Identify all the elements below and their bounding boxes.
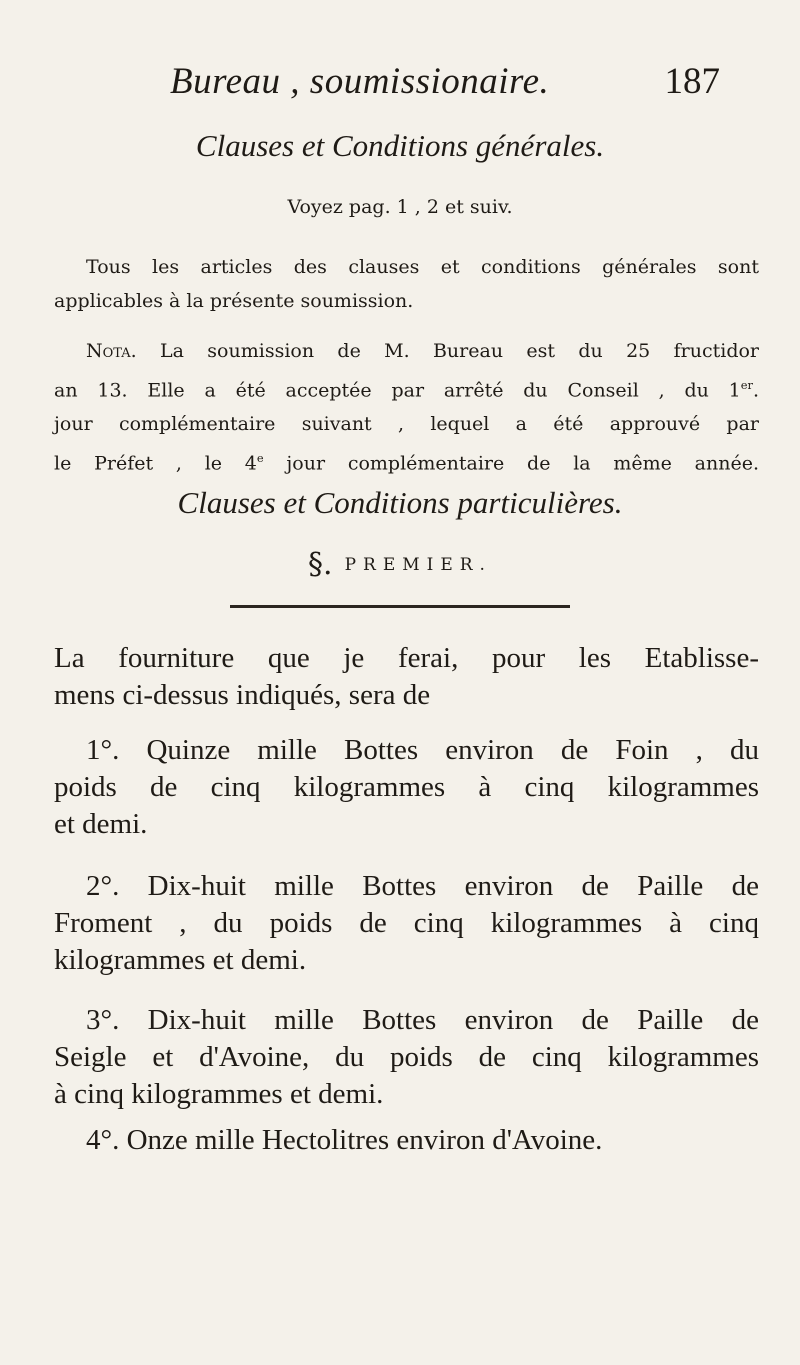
body-line: 3°. Dix-huit mille Bottes environ de Paille de	[86, 1004, 759, 1036]
nota-line: le Préfet , le 4e jour complémentaire de la même année.	[54, 451, 759, 475]
body-line: poids de cinq kilogrammes à cinq kilogrammes	[54, 771, 759, 803]
divider-rule	[230, 605, 570, 608]
body-line: Froment , du poids de cinq kilogrammes à cinq	[54, 907, 759, 939]
body-line: 2°. Dix-huit mille Bottes environ de Paille de	[86, 870, 759, 902]
particular-clauses-heading: Clauses et Conditions particulières.	[177, 485, 623, 520]
section-symbol: §.	[308, 547, 333, 582]
item-4-paragraph	[54, 1122, 759, 1159]
intro-paragraph	[54, 640, 759, 714]
nota-paragraph	[54, 334, 759, 481]
paragraph-line: Tous les articles des clauses et conditions générales sont	[86, 256, 759, 278]
item-3-paragraph	[54, 1002, 759, 1113]
nota-line: jour complémentaire suivant , lequel a été approuvé par	[54, 413, 759, 436]
nota-line: an 13. Elle a été acceptée par arrêté du Conseil , du 1er.	[54, 378, 759, 402]
body-line: La fourniture que je ferai, pour les Etablisse-	[54, 642, 759, 674]
body-line: 1°. Quinze mille Bottes environ de Foin , du	[86, 734, 759, 766]
nota-label: Nota.	[86, 340, 137, 362]
body-line: 4°. Onze mille Hectolitres environ d'Avoine.	[86, 1124, 603, 1156]
general-clauses-paragraph	[54, 250, 759, 318]
body-line: Seigle et d'Avoine, du poids de cinq kilogrammes	[54, 1041, 759, 1073]
nota-line: Nota. La soumission de M. Bureau est du 25 fructidor	[86, 340, 759, 362]
section-marker	[0, 547, 800, 582]
running-head	[170, 60, 720, 110]
general-clauses-heading: Clauses et Conditions générales.	[195, 128, 605, 163]
page-number: 187	[664, 61, 720, 102]
item-2-paragraph	[54, 868, 759, 979]
body-line: kilogrammes et demi.	[54, 944, 307, 976]
running-head-title: Bureau , soumissionaire.	[170, 61, 550, 102]
body-line: mens ci-dessus indiqués, sera de	[54, 679, 431, 711]
body-line: et demi.	[54, 808, 148, 840]
paragraph-line: applicables à la présente soumission.	[54, 290, 414, 312]
body-line: à cinq kilogrammes et demi.	[54, 1078, 384, 1110]
page-reference: Voyez pag. 1 , 2 et suiv.	[287, 196, 513, 218]
section-label: PREMIER.	[344, 555, 492, 575]
item-1-paragraph	[54, 732, 759, 843]
